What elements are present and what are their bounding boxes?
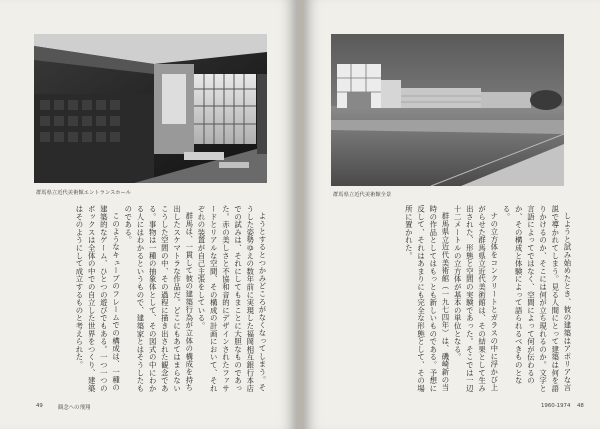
left-folio-number: 49 xyxy=(36,403,43,409)
left-paragraph-1: ようとするとつかみどころがなくなってしまう。そうした姿勢ゆえの数年前に実現した福岡相互銀行本店での試みは、それにしてもまことに大胆なものであった。赤の美しさと不協和音的にデザインされたファサードとリアルな空間、その構成の計画において、それぞれの装置が自己主張をしている。 xyxy=(196,205,267,393)
left-paragraph-2: 群馬は、一貫して彼の建築行為が立体の構成を持ち出したスケマトラな作品だ。どこにもあてはまらないこうした空間の中、その過程に描き出された観念である。事物は一種の抽象体として、その図式の中にわかる人にはわかるというもので、建築家とはそうしたものである。 xyxy=(123,205,194,393)
left-page xyxy=(0,0,297,429)
right-body-text xyxy=(333,205,573,393)
left-photo-caption: 群馬県立近代美術館エントランスホール xyxy=(36,190,132,196)
right-photo-caption: 群馬県立近代美術館全景 xyxy=(333,192,392,198)
right-paragraph-2: ナの立方体をコンクリートとガラスの中に浮かび上がらせた群馬県立近代美術館は、その結果として生み出された、形態と空間の実験であった。そこでは一辺十二メートルの立方体が基本の単位となる。 xyxy=(453,205,499,393)
right-folio-number: 48 xyxy=(577,403,584,409)
museum-exterior-photo xyxy=(331,34,564,186)
entrance-hall-photo xyxy=(34,34,267,183)
left-paragraph-3: このようなキューブのフレームでの構成は、一種の建築的なゲーム、ひとつの遊びでもある。一つ一つのボックスは全体の中での自立した世界をつくり、建築はそのようにして成立するものと考えられた。 xyxy=(74,205,121,393)
left-folio-title: 観念への飛翔 xyxy=(58,405,91,411)
right-paragraph-3: 群馬県立近代美術館（一九七四年）は、磯崎新の当時の作品としてはもっとも新しいものである。予想に反して、それはあまりにも完全な形態として、その場所に置かれた。 xyxy=(404,205,450,393)
right-paragraph-1: しようと試み始めたとき、彼の建築はアポリアな言説で導かれてしまう。見る人間にとって建築は何を語りかけるのか、そこには何が立ち現れるのか。文字と言語によってではなく、空間によって何が伝わるのか、その構成と体験によって語られるべきものとなる。 xyxy=(501,205,572,393)
right-folio-title: 1960-1974 xyxy=(541,403,571,409)
right-page xyxy=(303,0,600,429)
left-body-text xyxy=(28,205,268,393)
